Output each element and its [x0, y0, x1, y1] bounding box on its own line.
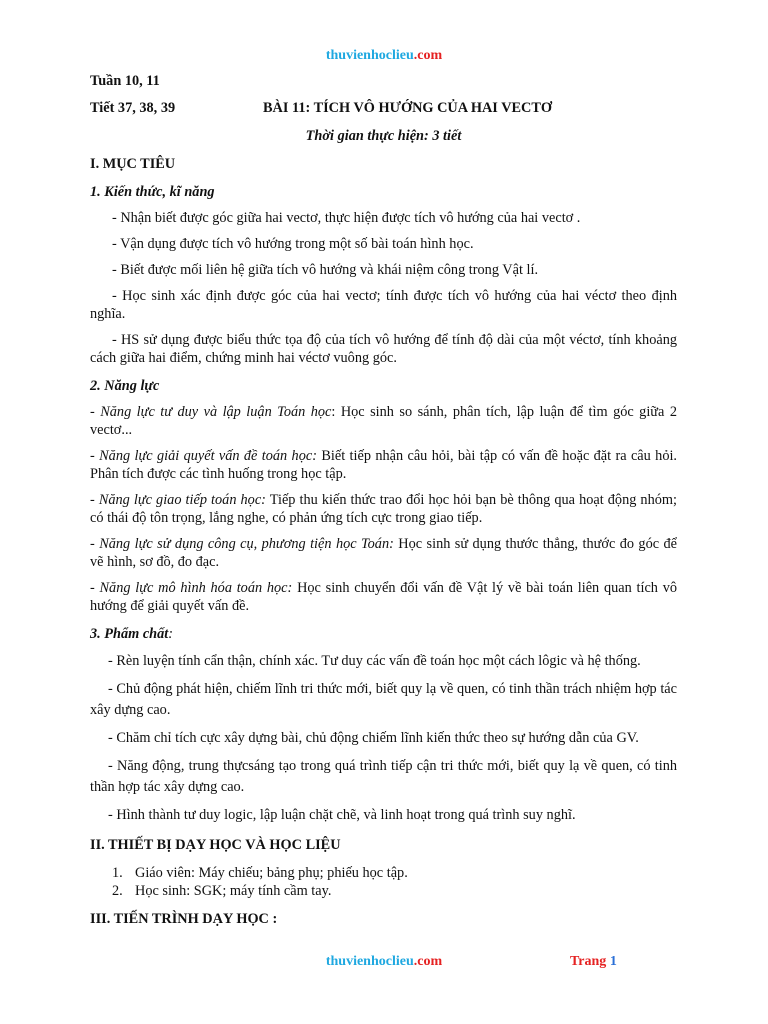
competency-item	[90, 491, 677, 527]
quality-item: - Năng động, trung thựcsáng tạo trong quá trình tiếp cận tri thức mới, biết quy lạ về quen, có tinh thần hợp tác xây dựng cao.	[90, 758, 677, 795]
quality-item: - Chăm chỉ tích cực xây dựng bài, chủ động chiếm lĩnh kiến thức theo sự hướng dẫn của GV.	[108, 730, 639, 746]
competency-prefix: -	[90, 404, 101, 420]
footer-site-domain: .com	[413, 954, 443, 969]
list-item	[90, 864, 677, 882]
competency-text: Học sinh chuyển đổi vấn đề Vật lý về bài toán liên quan tích vô hướng để giải quyết vấn đề.	[90, 580, 677, 614]
competency-prefix: -	[90, 448, 100, 464]
header-site-name: thuvienhoclieu	[325, 48, 414, 63]
quality-item: - Rèn luyện tính cẩn thận, chính xác. Tư duy các vấn đề toán học một cách lôgic và hệ thống.	[108, 653, 641, 669]
periods-row	[90, 99, 677, 117]
periods-label: Tiết 37, 38, 39	[90, 100, 176, 116]
list-item-text: Học sinh: SGK; máy tính cầm tay.	[135, 883, 332, 899]
section-1-3-title-text: 3. Phẩm chất	[90, 626, 169, 642]
list-item	[90, 882, 677, 900]
competency-item	[90, 447, 677, 483]
competency-item	[90, 403, 677, 439]
competency-label: Năng lực sử dụng công cụ, phương tiện học Toán:	[99, 536, 394, 552]
page-number-value: 1	[609, 954, 617, 969]
knowledge-item: - Vận dụng được tích vô hướng trong một số bài toán hình học.	[112, 236, 474, 252]
quality-item: - Hình thành tư duy logic, lập luận chặt chẽ, và linh hoạt trong quá trình suy nghĩ.	[108, 807, 576, 823]
list-item-number: 2.	[112, 883, 123, 899]
section-2-title: II. THIẾT BỊ DẠY HỌC VÀ HỌC LIỆU	[90, 837, 341, 853]
knowledge-item: - Học sinh xác định được góc của hai vectơ; tính được tích vô hướng của hai véctơ theo định nghĩa.	[90, 288, 677, 322]
duration-label: Thời gian thực hiện: 3 tiết	[305, 128, 462, 144]
footer-site-link[interactable]	[0, 953, 768, 971]
list-item-text: Giáo viên: Máy chiếu; bảng phụ; phiếu học tập.	[135, 865, 408, 881]
competency-item	[90, 579, 677, 615]
section-1-3-title	[90, 625, 677, 643]
competency-label: Năng lực mô hình hóa toán học:	[99, 580, 293, 596]
competency-prefix: -	[90, 536, 100, 552]
section-3-title: III. TIẾN TRÌNH DẠY HỌC :	[90, 911, 278, 927]
section-1-3-title-colon: :	[168, 626, 174, 642]
section-1-title: I. MỤC TIÊU	[90, 156, 176, 172]
page-number	[570, 953, 617, 971]
competency-item	[90, 535, 677, 571]
competency-text: Tiếp thu kiến thức trao đổi học hỏi bạn bè thông qua hoạt động nhóm; có thái độ tôn trọng, lắng nghe, có phản ứng tích cực trong giao tiếp.	[90, 492, 677, 526]
page-label: Trang	[570, 954, 607, 969]
header-site-domain: .com	[413, 48, 443, 63]
competency-label: Năng lực giải quyết vấn đề toán học:	[99, 448, 317, 464]
competency-label: Năng lực tư duy và lập luận Toán học	[100, 404, 332, 420]
section-1-2-title: 2. Năng lực	[90, 378, 160, 394]
document-content	[90, 72, 677, 928]
quality-item: - Chủ động phát hiện, chiếm lĩnh tri thức mới, biết quy lạ về quen, có tinh thần trách nhiệm hợp tác xây dựng cao.	[90, 681, 677, 718]
list-item-number: 1.	[112, 865, 123, 881]
equipment-list	[90, 864, 677, 900]
competency-text: Học sinh so sánh, phân tích, lập luận để tìm góc giữa 2 vectơ...	[90, 404, 678, 438]
competency-sep: :	[331, 404, 341, 420]
competency-text: Biết tiếp nhận câu hỏi, bài tập có vấn đề hoặc đặt ra câu hỏi. Phân tích được các tình huống trong học tập.	[90, 448, 678, 482]
footer-site-name: thuvienhoclieu	[325, 954, 414, 969]
knowledge-item: - Nhận biết được góc giữa hai vectơ, thực hiện được tích vô hướng của hai vectơ .	[112, 210, 581, 226]
header-site-link[interactable]	[0, 47, 768, 65]
competency-prefix: -	[90, 492, 99, 508]
section-1-1-title: 1. Kiến thức, kĩ năng	[90, 184, 215, 200]
lesson-title: BÀI 11: TÍCH VÔ HƯỚNG CỦA HAI VECTƠ	[263, 100, 553, 116]
competency-label: Năng lực giao tiếp toán học:	[98, 492, 266, 508]
week-label: Tuần 10, 11	[90, 73, 160, 89]
knowledge-item: - HS sử dụng được biểu thức tọa độ của tích vô hướng để tính độ dài của một véctơ, tính khoảng cách giữa hai điểm, chứng minh hai véctơ vuông góc.	[90, 332, 677, 366]
knowledge-item: - Biết được mối liên hệ giữa tích vô hướng và khái niệm công trong Vật lí.	[112, 262, 539, 278]
competency-text: Học sinh sử dụng thước thẳng, thước đo góc để vẽ hình, sơ đồ, đo đạc.	[90, 536, 677, 570]
competency-prefix: -	[90, 580, 100, 596]
